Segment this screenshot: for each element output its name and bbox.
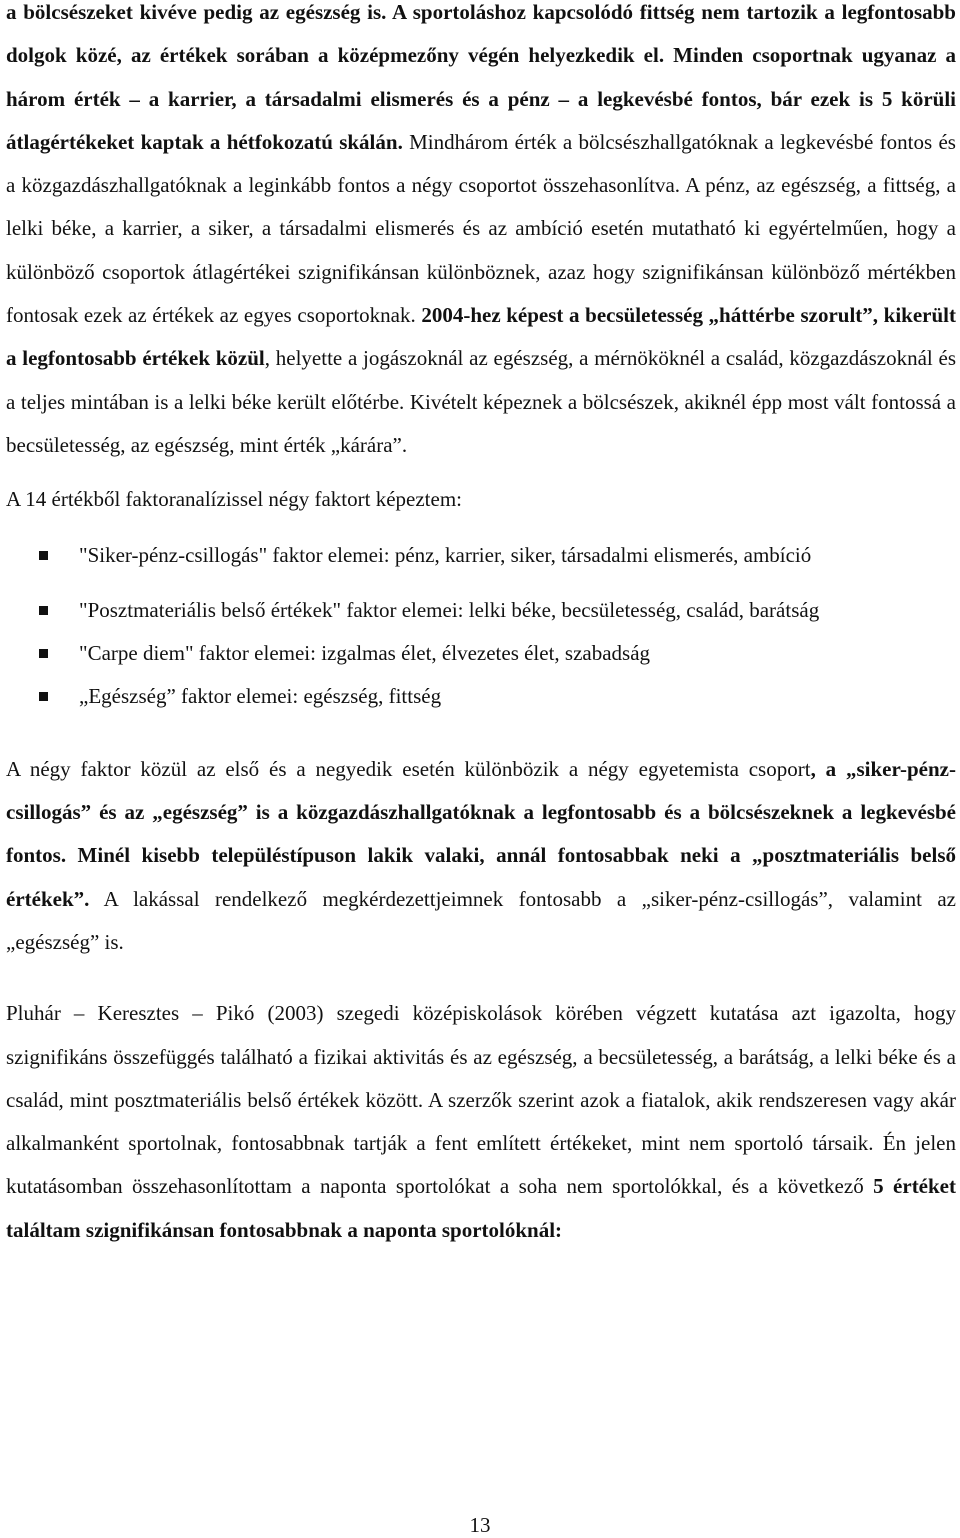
list-item: [6, 675, 956, 718]
body-text: A négy faktor közül az első és a negyedik esetén különbözik a négy egyetemista csoport: [6, 756, 811, 781]
paragraph-values-ranking: [6, 0, 956, 467]
paragraph-factor-intro: A 14 értékből faktoranalízissel négy faktort képeztem:: [6, 487, 463, 512]
square-bullet-icon: [39, 649, 48, 658]
body-text: A lakással rendelkező megkérdezettjeimnek fontosabb a „siker-pénz-csillogás”, valamint az „egészség” is.: [6, 886, 956, 954]
paragraph-sport-study: [6, 992, 956, 1252]
bold-text: 5 értéket találtam szignifikánsan fontosabbnak a naponta sportolóknál:: [6, 1174, 956, 1242]
list-item: [6, 534, 956, 577]
factor-list: [6, 534, 956, 719]
document-page: [6, 0, 956, 1252]
body-text: Mindhárom érték a bölcsészhallgatóknak a legkevésbé fontos és a közgazdászhallgatóknak a leginkább fontos a négy csoportot összehasonlítva. A pénz, az egészség, a fittség, a lelki béke, a karrier, a siker, a társadalmi elismerés és az ambíció esetén mutatható ki egyértelműen, hogy a különböző csoportok átlagértékei szignifikánsan különböznek, azaz hogy szignifikánsan különböző mértékben fontosak ezek az értékek az egyes csoportoknak.: [6, 129, 956, 328]
page-number: 13: [469, 1513, 491, 1537]
list-item-text: „Egészség” faktor elemei: egészség, fittség: [79, 684, 442, 709]
bold-text: a bölcsészeket kivéve pedig az egészség is. A sportoláshoz kapcsolódó fittség nem tartozik a legfontosabb dolgok közé, az értékek sorában a középmezőny végén helyezkedik el. Minden csoportnak ugyanaz a három érték – a karrier, a társadalmi elismerés és a pénz – a legkevésbé fontos, bár ezek is 5 körüli átlagértékeket kaptak a hétfokozatú skálán.: [6, 0, 956, 154]
bold-text: 2004-hez képest a becsületesség „háttérbe szorult”, kikerült a legfontosabb értékek közül: [6, 303, 956, 371]
body-text: , helyette a jogászoknál az egészség, a mérnököknél a család, közgazdászoknál és a teljes mintában is a lelki béke került előtérbe. Kivételt képeznek a bölcsészek, akiknél épp most vált fontossá a becsületesség, az egészség, mint érték „kárára”.: [6, 346, 957, 457]
paragraph-factor-results: [6, 748, 956, 964]
square-bullet-icon: [39, 606, 48, 615]
bold-text: , a „siker-pénz-csillogás” és az „egészség” is a közgazdászhallgatóknak a legfontosabb és a bölcsészeknek a legkevésbé fontos. Minél kisebb településtípuson lakik valaki, annál fontosabbak neki a „posztmateriális belső értékek”.: [6, 756, 956, 911]
square-bullet-icon: [39, 692, 48, 701]
list-item-text: "Carpe diem" faktor elemei: izgalmas élet, élvezetes élet, szabadság: [79, 641, 651, 666]
square-bullet-icon: [39, 551, 48, 560]
body-text: Pluhár – Keresztes – Pikó (2003) szegedi középiskolások körében végzett kutatása azt igazolta, hogy szignifikáns összefüggés található a fizikai aktivitás és az egészség, a becsületesség, a barátság, a lelki béke és a család, mint posztmateriális belső értékek között. A szerzők szerint azok a fiatalok, akik rendszeresen vagy akár alkalmanként sportolnak, fontosabbnak tartják a fent említett értékeket, mint nem sportoló társaik. Én jelen kutatásomban összehasonlítottam a naponta sportolókat a soha nem sportolókkal, és a következő: [6, 1001, 956, 1199]
list-item-text: "Siker-pénz-csillogás" faktor elemei: pénz, karrier, siker, társadalmi elismerés, ambíció: [79, 542, 812, 567]
list-item: [6, 589, 956, 632]
list-item-text: "Posztmateriális belső értékek" faktor elemei: lelki béke, becsületesség, család, barátság: [79, 597, 820, 622]
list-item: [6, 632, 956, 675]
